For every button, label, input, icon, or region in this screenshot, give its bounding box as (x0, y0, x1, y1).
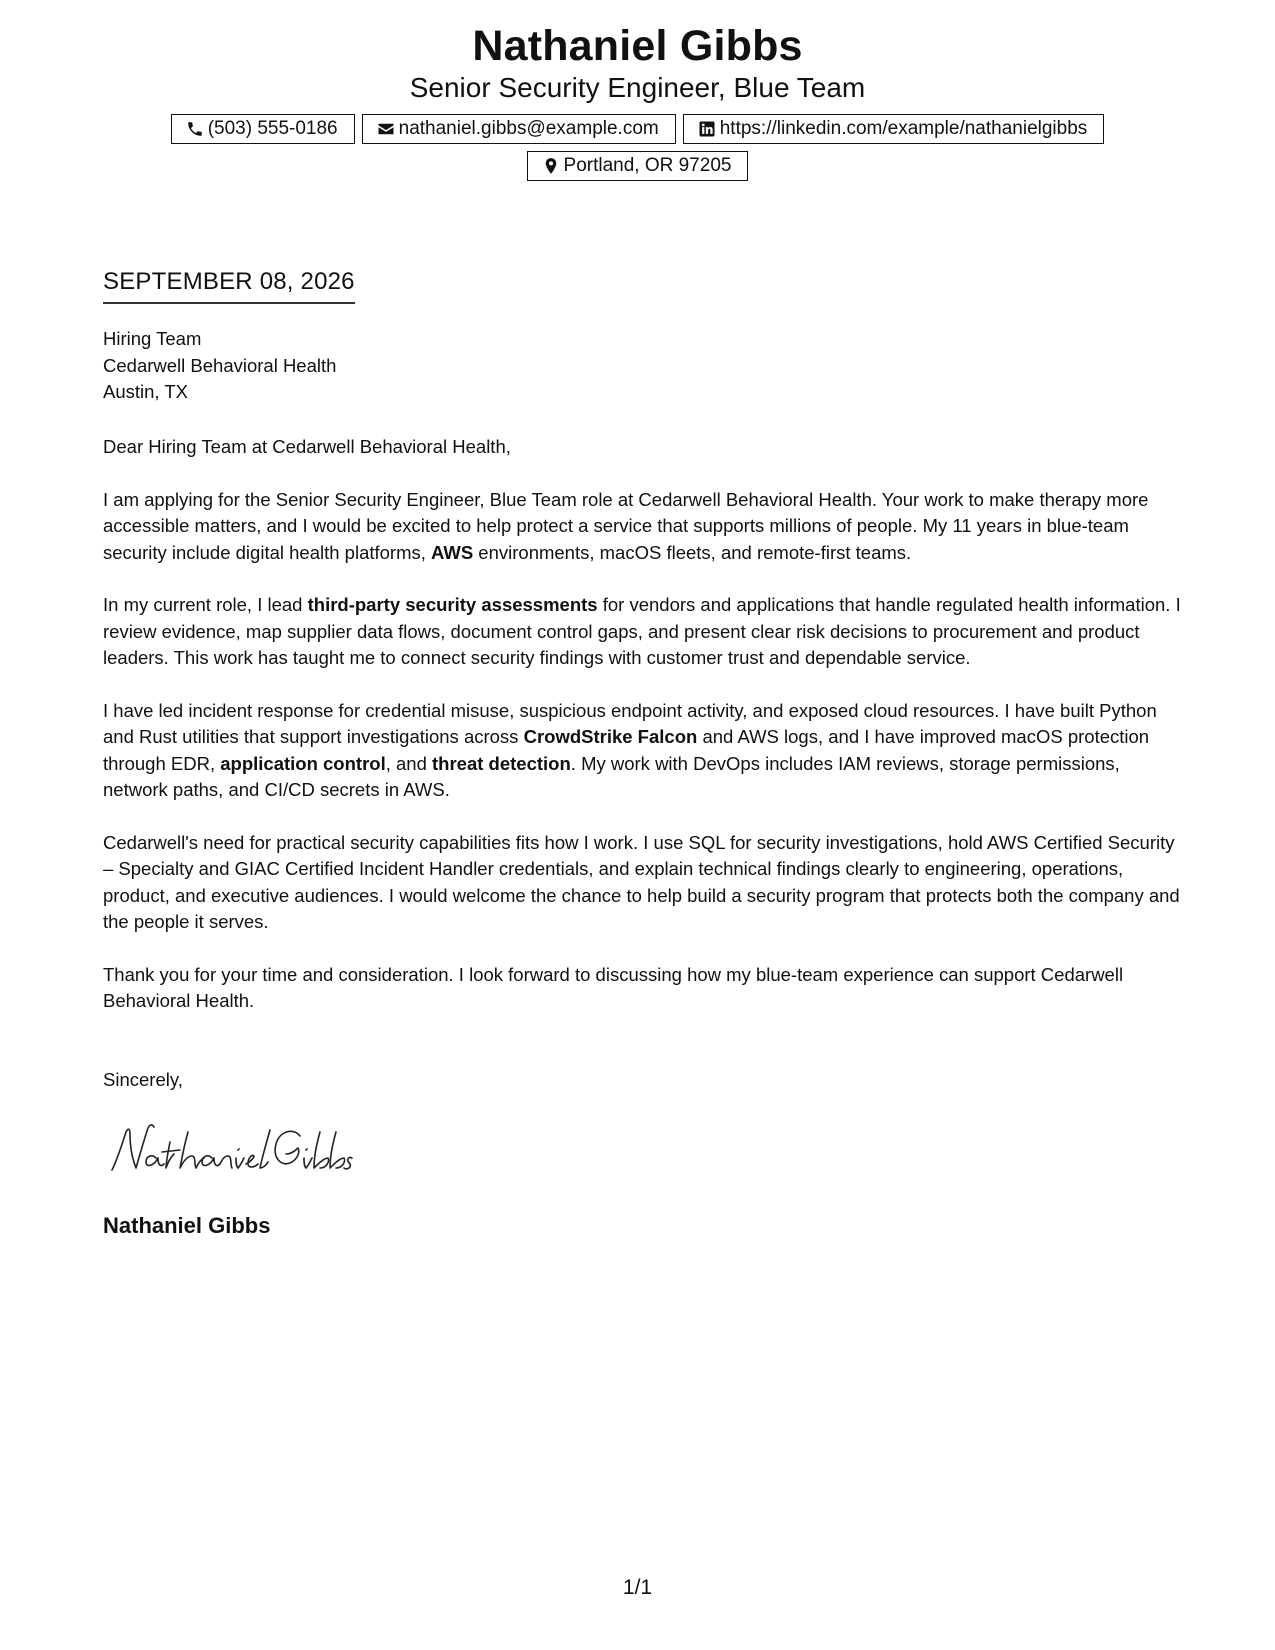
highlight-term: threat detection (432, 752, 571, 774)
phone-icon (186, 120, 204, 138)
signer-name: Nathaniel Gibbs (103, 1213, 271, 1238)
contact-row (0, 114, 1275, 144)
recipient-address (103, 326, 336, 406)
highlight-term: third-party security assessments (307, 594, 598, 615)
highlight-term: CrowdStrike Falcon (523, 726, 698, 747)
contact-row-2 (0, 151, 1275, 181)
recipient-line: Cedarwell Behavioral Health (103, 354, 337, 376)
email-chip (362, 114, 676, 144)
letter-body (103, 434, 1183, 1041)
body-paragraph: Thank you for your time and consideration. I look forward to discussing how my blue-team experience can support Cedarwell Behavioral Health. (103, 963, 1124, 1011)
applicant-title: Senior Security Engineer, Blue Team (409, 72, 866, 103)
body-paragraph: I have led incident response for credential misuse, suspicious endpoint activity, and exposed cloud resources. I have built Python and Rust utilities that support investigations across CrowdStrike Falcon and AWS logs, and I have improved macOS protection through EDR, application control, and threat detection. My work with DevOps includes IAM reviews, storage permissions, network paths, and CI/CD secrets in AWS. (103, 699, 1157, 800)
salutation: Dear Hiring Team at Cedarwell Behavioral Health, (103, 436, 511, 457)
highlight-term: application control (220, 752, 386, 774)
letter-date: SEPTEMBER 08, 2026 (103, 268, 355, 304)
location-chip (527, 151, 749, 181)
highlight-term: AWS (431, 541, 474, 563)
closing: Sincerely, (103, 1069, 183, 1090)
location-text: Portland, OR 97205 (563, 155, 732, 176)
phone-text: (503) 555-0186 (207, 118, 338, 139)
envelope-icon (377, 120, 395, 138)
applicant-name: Nathaniel Gibbs (472, 22, 803, 70)
email-text: nathaniel.gibbs@example.com (398, 118, 659, 139)
recipient-line: Hiring Team (103, 328, 202, 349)
linkedin-icon (698, 120, 716, 138)
page-number: 1/1 (622, 1576, 653, 1599)
linkedin-chip (683, 114, 1105, 144)
handwritten-signature (104, 1118, 354, 1180)
body-paragraph: I am applying for the Senior Security Engineer, Blue Team role at Cedarwell Behavioral Health. Your work to make therapy more accessible matters, and I would be excited to help protect a service that supports millions of people. My 11 years in blue-team security include digital health platforms, AWS environments, macOS fleets, and remote-first teams. (103, 488, 1149, 563)
phone-chip (171, 114, 355, 144)
body-paragraph: In my current role, I lead third-party security assessments for vendors and applications that handle regulated health information. I review evidence, map supplier data flows, document control gaps, and present clear risk decisions to procurement and product leaders. This work has taught me to connect security findings with customer trust and dependable service. (103, 594, 1181, 668)
map-pin-icon (542, 157, 560, 175)
recipient-line: Austin, TX (103, 381, 189, 402)
linkedin-text: https://linkedin.com/example/nathanielgibbs (719, 118, 1088, 139)
body-paragraph: Cedarwell's need for practical security capabilities fits how I work. I use SQL for security investigations, hold AWS Certified Security – Specialty and GIAC Certified Incident Handler credentials, and explain technical findings clearly to engineering, operations, product, and executive audiences. I would welcome the chance to help build a security program that protects both the company and the people it serves. (103, 831, 1180, 932)
